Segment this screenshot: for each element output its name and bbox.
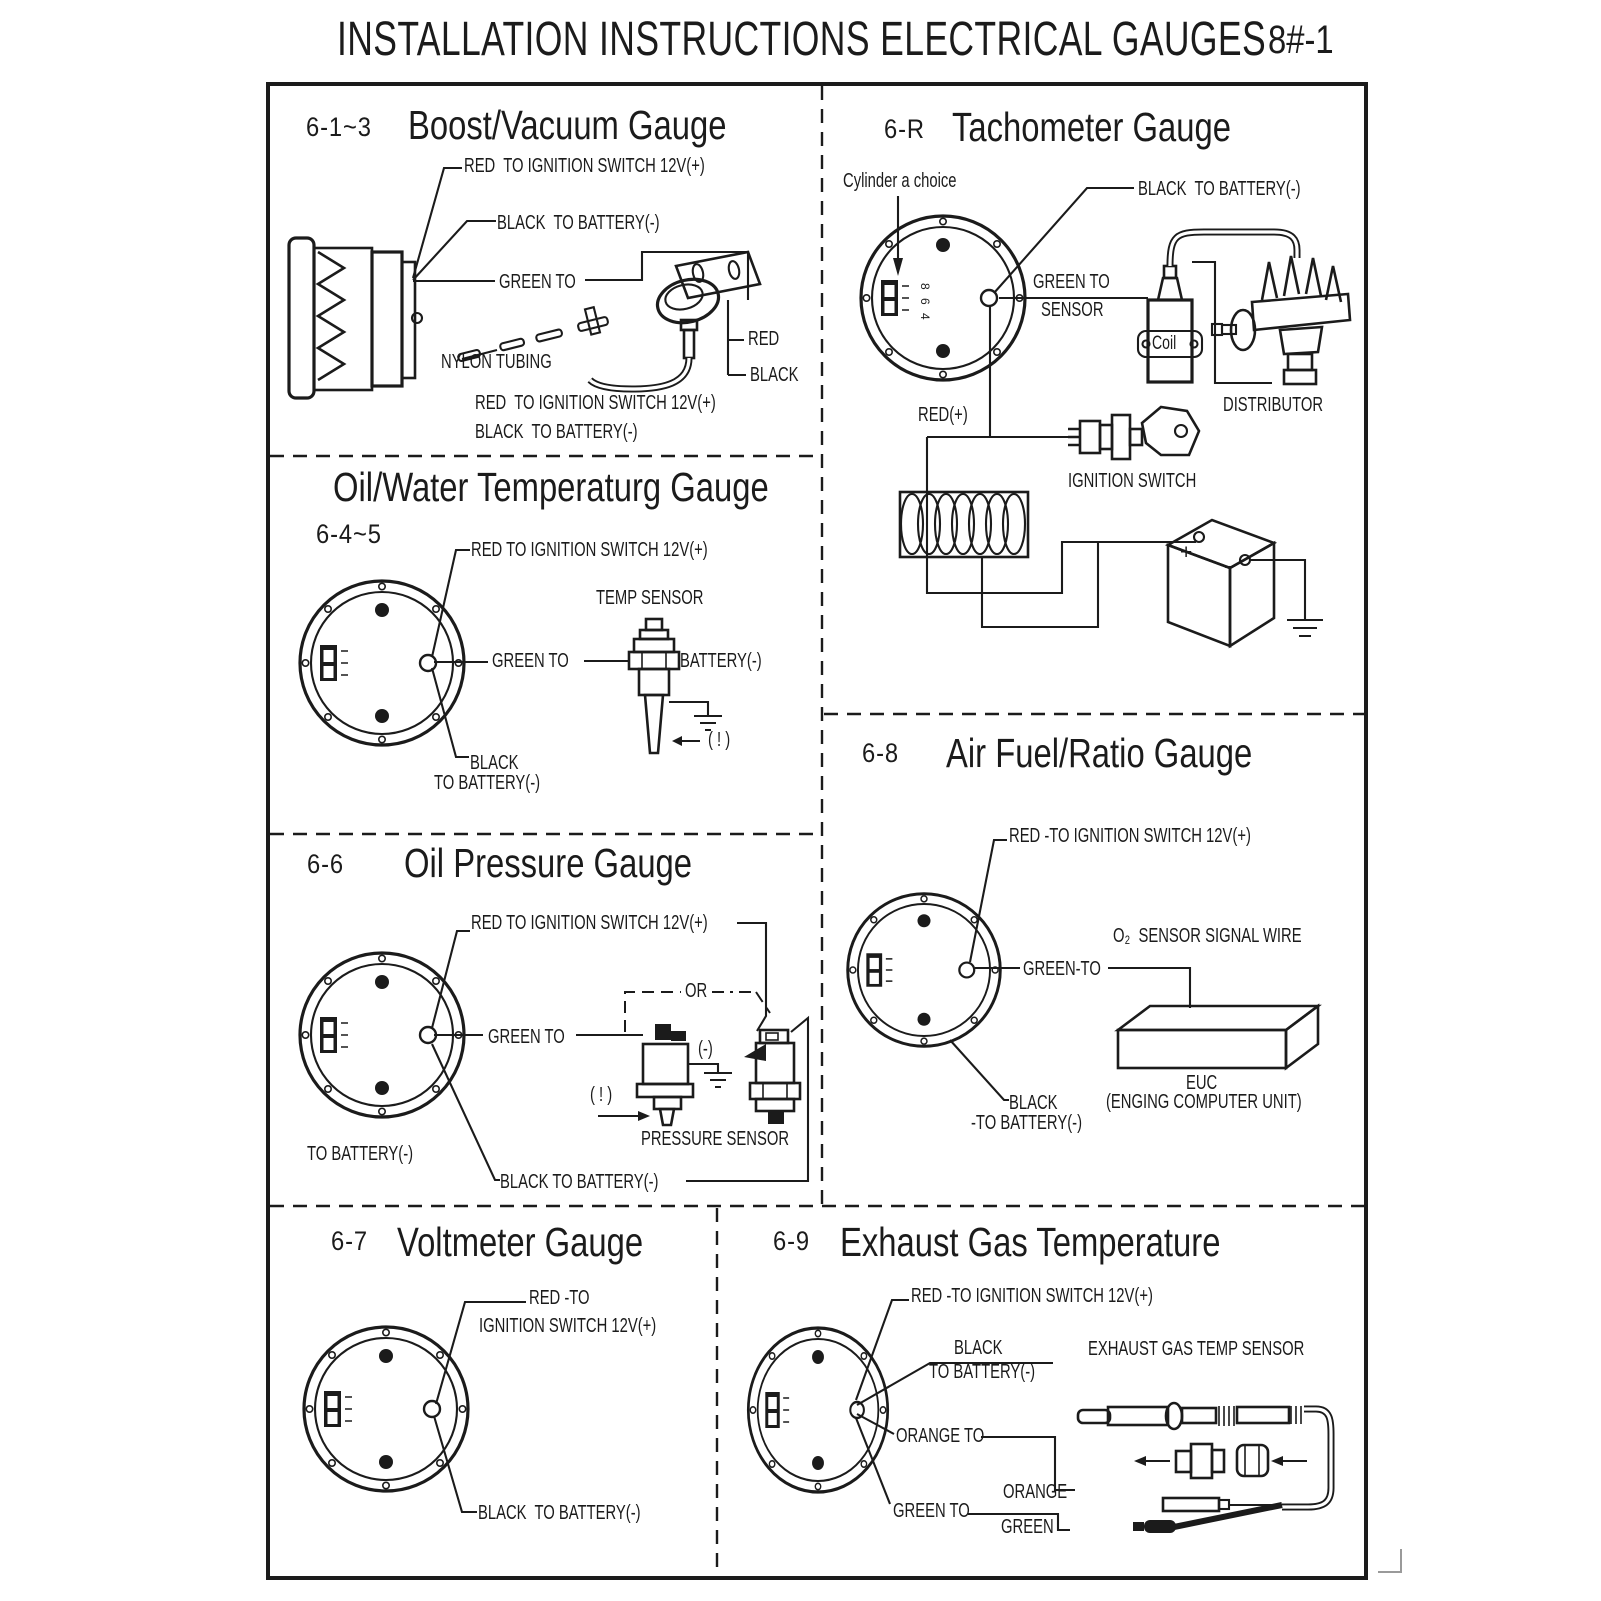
page-title: INSTALLATION INSTRUCTIONS ELECTRICAL GAUGES bbox=[337, 13, 1267, 66]
tach-title: Tachometer Gauge bbox=[952, 104, 1231, 150]
label-black: BLACK bbox=[954, 1337, 1003, 1359]
ignition-coil-icon bbox=[1138, 266, 1202, 382]
ground-icon bbox=[1250, 560, 1323, 636]
label-caution: ( ! ) bbox=[590, 1084, 613, 1106]
page-corner-mark bbox=[1378, 1549, 1401, 1572]
label-nylon-tubing: NYLON TUBING bbox=[441, 351, 552, 373]
boost-title: Boost/Vacuum Gauge bbox=[408, 102, 727, 148]
svg-text:8: 8 bbox=[918, 283, 932, 290]
label-egt-sensor: EXHAUST GAS TEMP SENSOR bbox=[1088, 1338, 1305, 1360]
label-temp-sensor: TEMP SENSOR bbox=[596, 587, 704, 609]
volt-code: 6-7 bbox=[331, 1226, 368, 1256]
label-red-to: RED -TO bbox=[529, 1287, 590, 1309]
euc-box-icon bbox=[1118, 1006, 1318, 1068]
leader-black bbox=[413, 221, 496, 280]
label-cylinder-choice: Cylinder a choice bbox=[843, 170, 957, 192]
label-euc-full: (ENGING COMPUTER UNIT) bbox=[1106, 1091, 1302, 1113]
oilpress-title: Oil Pressure Gauge bbox=[404, 840, 693, 886]
oilwater-code: 6-4~5 bbox=[316, 519, 382, 549]
airfuel-title: Air Fuel/Ratio Gauge bbox=[946, 730, 1253, 776]
volt-title: Voltmeter Gauge bbox=[397, 1219, 644, 1265]
label-or: OR bbox=[685, 980, 708, 1002]
oilwater-title: Oil/Water Temperaturg Gauge bbox=[333, 464, 769, 510]
tach-code: 6-R bbox=[884, 114, 925, 144]
compression-fittings-icon bbox=[1134, 1444, 1307, 1478]
egt-code: 6-9 bbox=[773, 1226, 810, 1256]
svg-text:4: 4 bbox=[918, 313, 932, 320]
label-battery-neg: BATTERY(-) bbox=[680, 650, 762, 672]
label-black-battery: BLACK TO BATTERY(-) bbox=[497, 212, 660, 234]
label-red-plus: RED(+) bbox=[918, 404, 968, 426]
label-green-to: GREEN TO bbox=[893, 1500, 970, 1522]
battery-plus-sign: + bbox=[1180, 541, 1193, 564]
leader-red bbox=[970, 840, 1007, 962]
label-black: BLACK bbox=[750, 364, 799, 386]
pressure-switch-icon bbox=[744, 1030, 800, 1124]
or-dashed-right bbox=[756, 992, 770, 1013]
ground-icon bbox=[688, 1064, 732, 1087]
gauge-rear-icon bbox=[848, 894, 1001, 1047]
label-red-ignition: RED TO IGNITION SWITCH 12V(+) bbox=[471, 912, 708, 934]
distributor-icon bbox=[1212, 256, 1350, 384]
ignition-key-icon bbox=[1068, 407, 1199, 459]
gauge-side-view-icon bbox=[289, 238, 422, 398]
label-red-ignition: RED TO IGNITION SWITCH 12V(+) bbox=[464, 155, 705, 177]
label-red-ignition-2: RED TO IGNITION SWITCH 12V(+) bbox=[475, 392, 716, 414]
label-caution: ( ! ) bbox=[708, 729, 731, 751]
label-orange-to: ORANGE TO bbox=[896, 1425, 985, 1447]
sheet-number: 8#-1 bbox=[1268, 18, 1334, 62]
label-o2-wire: O₂ SENSOR SIGNAL WIRE bbox=[1113, 925, 1302, 947]
green-wire bbox=[585, 252, 748, 300]
label-pressure-sensor: PRESSURE SENSOR bbox=[641, 1128, 790, 1150]
label-black: BLACK bbox=[1009, 1092, 1058, 1114]
red-wire bbox=[737, 923, 766, 1031]
boost-sensor-icon bbox=[590, 252, 760, 389]
pickup-coil-icon bbox=[900, 492, 1028, 557]
battery-icon bbox=[1168, 520, 1274, 646]
label-to-battery: -TO BATTERY(-) bbox=[971, 1112, 1082, 1134]
label-sensor: SENSOR bbox=[1041, 299, 1104, 321]
label-red: RED bbox=[748, 328, 780, 350]
label-black-battery: BLACK TO BATTERY(-) bbox=[478, 1502, 641, 1524]
label-euc: EUC bbox=[1186, 1072, 1218, 1094]
gauge-rear-icon bbox=[304, 1327, 468, 1491]
leader-red-black-wires bbox=[728, 300, 746, 375]
label-green-to: GREEN-TO bbox=[1023, 958, 1101, 980]
label-to-battery: TO BATTERY(-) bbox=[307, 1143, 414, 1165]
boost-code: 6-1~3 bbox=[306, 112, 372, 142]
hv-wire bbox=[1170, 232, 1297, 266]
gauge-rear-icon bbox=[748, 1328, 887, 1492]
label-black: BLACK bbox=[470, 752, 519, 774]
label-ignition: IGNITION SWITCH 12V(+) bbox=[479, 1315, 657, 1337]
egt-title: Exhaust Gas Temperature bbox=[840, 1219, 1221, 1265]
label-to-battery: TO BATTERY(-) bbox=[434, 772, 541, 794]
label-green: GREEN bbox=[1001, 1516, 1054, 1538]
battery-minus-sign: - bbox=[1224, 550, 1233, 580]
leader-black bbox=[432, 1044, 500, 1180]
label-green-to: GREEN TO bbox=[1033, 271, 1110, 293]
label-ignition-switch: IGNITION SWITCH bbox=[1068, 470, 1197, 492]
label-green-to: GREEN TO bbox=[492, 650, 569, 672]
ground-icon bbox=[669, 702, 722, 730]
label-red-ignition: RED TO IGNITION SWITCH 12V(+) bbox=[471, 539, 708, 561]
temp-sensor-icon bbox=[629, 619, 679, 753]
label-coil: Coil bbox=[1152, 333, 1177, 354]
label-orange: ORANGE bbox=[1003, 1481, 1068, 1503]
leader-black bbox=[950, 1040, 1009, 1100]
label-black-battery: BLACK TO BATTERY(-) bbox=[500, 1171, 659, 1193]
pressure-sender-icon bbox=[637, 1024, 693, 1125]
egt-probe-icon bbox=[1078, 1403, 1331, 1533]
airfuel-code: 6-8 bbox=[862, 738, 899, 768]
label-green-to: GREEN TO bbox=[488, 1026, 565, 1048]
leader-red bbox=[413, 168, 462, 278]
label-black-battery: BLACK TO BATTERY(-) bbox=[1138, 178, 1301, 200]
label-to-battery: TO BATTERY(-) bbox=[929, 1361, 1036, 1383]
label-distributor: DISTRIBUTOR bbox=[1223, 394, 1324, 416]
svg-text:6: 6 bbox=[918, 298, 932, 305]
label-black-battery-2: BLACK TO BATTERY(-) bbox=[475, 421, 638, 443]
label-minus: (-) bbox=[698, 1038, 713, 1060]
or-dashed-left bbox=[625, 992, 681, 1032]
label-red-ignition: RED -TO IGNITION SWITCH 12V(+) bbox=[911, 1285, 1153, 1307]
label-green-to: GREEN TO bbox=[499, 271, 576, 293]
label-red-ignition: RED -TO IGNITION SWITCH 12V(+) bbox=[1009, 825, 1251, 847]
oilpress-code: 6-6 bbox=[307, 849, 344, 879]
